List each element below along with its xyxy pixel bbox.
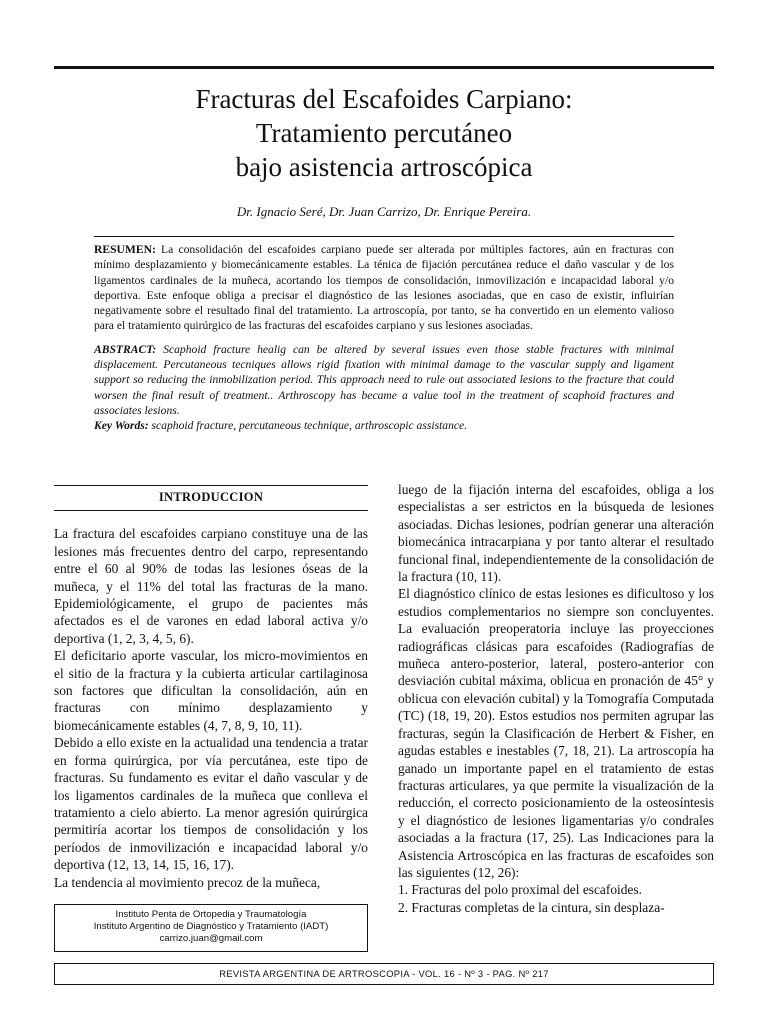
body-paragraph: Debido a ello existe en la actualidad una tendencia a tratar en forma quirúrgica, por vía percutánea, este tipo de fracturas. Su fundamento es evitar el daño vascular y de los ligamentos cardinales de la muñeca que conlleva el tratamiento a cielo abierto. La menor agresión quirúrgica permitiría acortar los tiempos de consolidación y los períodos de inmovilización e incapacidad laboral y/o deportiva (12, 13, 14, 15, 16, 17). <box>54 735 368 873</box>
list-item: 2. Fracturas completas de la cintura, sin desplaza- <box>398 899 665 915</box>
affiliation-email: carrizo.juan@gmail.com <box>159 933 263 945</box>
top-rule <box>54 66 714 69</box>
abstract-box <box>94 236 674 434</box>
journal-footer: REVISTA ARGENTINA DE ARTROSCOPIA - VOL. 16 - Nº 3 - PAG. Nº 217 <box>54 963 714 985</box>
body-paragraph: El diagnóstico clínico de estas lesiones es dificultoso y los estudios complementarios no siempre son concluyentes. La evaluación preoperatoria incluye las proyecciones radiográficas clásicas para escafoides (Radiografías de muñeca antero-posterior, lateral, postero-anterior con desviación cubital máxima, oblicua en pronación de 45° y oblicua con elevación cubital) y la Tomografía Computada (TC) (18, 19, 20). Estos estudios nos permiten agrupar las fracturas, según la Clasificación de Herbert & Fisher, en agudas estables e inestables (7, 18, 21). La artroscopía ha ganado un importante papel en el tratamiento de estas fracturas articulares, ya que permite la visualización de la reducción, el correcto posicionamiento de la osteosíntesis y el diagnóstico de lesiones ligamentarias y/o condrales asociadas a la fractura (17, 25). Las Indicaciones para la Asistencia Artroscópica en las fracturas de escafoides son las siguientes (12, 26): <box>398 586 714 880</box>
abstract-text: Scaphoid fracture healig can be altered by several issues even those stable fractures with minimal displacement. Percutaneous tecniques allows rigid fixation with minimal damage to the vascular supply and ligament support so reducing the inmobilization period. This approach need to rule out associated lesions to the fracture that could worsen the final result of treatment.. Arthroscopy has became a value tool in the treatment of scaphoid fractures and associates lesions. <box>94 342 674 417</box>
list-item: 1. Fracturas del polo proximal del escafoides. <box>398 882 642 898</box>
affiliation-box <box>54 904 368 952</box>
resumen-paragraph <box>94 242 674 334</box>
resumen-label: RESUMEN: <box>94 243 156 256</box>
affiliation-line-1: Instituto Penta de Ortopedia y Traumatología <box>115 909 307 920</box>
keywords-text: scaphoid fracture, percutaneous technique, arthroscopic assistance. <box>148 419 468 433</box>
left-column <box>54 485 368 891</box>
title-line-2: Tratamiento percutáneo <box>255 118 513 148</box>
body-paragraph: La fractura del escafoides carpiano constituye una de las lesiones más frecuentes dentro del carpo, representando entre el 60 al 90% de todas las lesiones óseas de la muñeca, y el 11% del total las fracturas de la mano. Epidemiológicamente, el grupo de pacientes más afectados es el de varones en edad laboral activa y/o deportiva (1, 2, 3, 4, 5, 6). <box>54 526 368 646</box>
affiliation-line-2: Instituto Argentino de Diagnóstico y Tratamiento (IADT) <box>93 921 329 933</box>
section-heading-introduccion: INTRODUCCION <box>54 485 368 511</box>
title-line-3: bajo asistencia artroscópica <box>235 152 533 182</box>
body-paragraph: El deficitario aporte vascular, los micro-movimientos en el sitio de la fractura y la cubierta articular cartilaginosa son factores que dificultan la consolidación, aún en fracturas con mínimo desplazamiento y biomecánicamente estables (4, 7, 8, 9, 10, 11). <box>54 648 368 733</box>
author-line: Dr. Ignacio Seré, Dr. Juan Carrizo, Dr. Enrique Pereira. <box>236 204 532 219</box>
title-line-1: Fracturas del Escafoides Carpiano: <box>195 84 573 114</box>
keywords-label: Key Words: <box>94 419 149 433</box>
body-paragraph: luego de la fijación interna del escafoides, obliga a los especialistas a ser estrictos en la búsqueda de lesiones asociadas. Dichas lesiones, podrían generar una alteración biomecánica intracarpiana y por tanto alterar el resultado funcional final, independientemente de la consolidación de la fractura (10, 11). <box>398 482 714 585</box>
abstract-paragraph <box>94 342 674 418</box>
right-column <box>398 481 714 916</box>
abstract-label: ABSTRACT: <box>94 342 157 356</box>
resumen-text: La consolidación del escafoides carpiano puede ser alterada por múltiples factores, aún en fracturas con mínimo desplazamiento y biomecánicamente estables. La ténica de fijación percutánea reduce el daño vascular y de los ligamentos cardinales de la muñeca, acortando los tiempos de consolidación, inmovilización e incapacidad laboral y/o deportiva. Este enfoque obliga a precisar el diagnóstico de las lesiones asociadas, que en caso de existir, influirían negativamente sobre el resultado final del tratamiento. La artroscopía, por tanto, se ha convertido en un elemento valioso para el tratamiento quirúrgico de las fracturas del escafoides carpiano y sus lesiones asociadas. <box>94 243 674 333</box>
body-paragraph: La tendencia al movimiento precoz de la muñeca, <box>54 874 321 890</box>
article-title <box>54 82 714 184</box>
keywords-paragraph <box>94 418 674 433</box>
